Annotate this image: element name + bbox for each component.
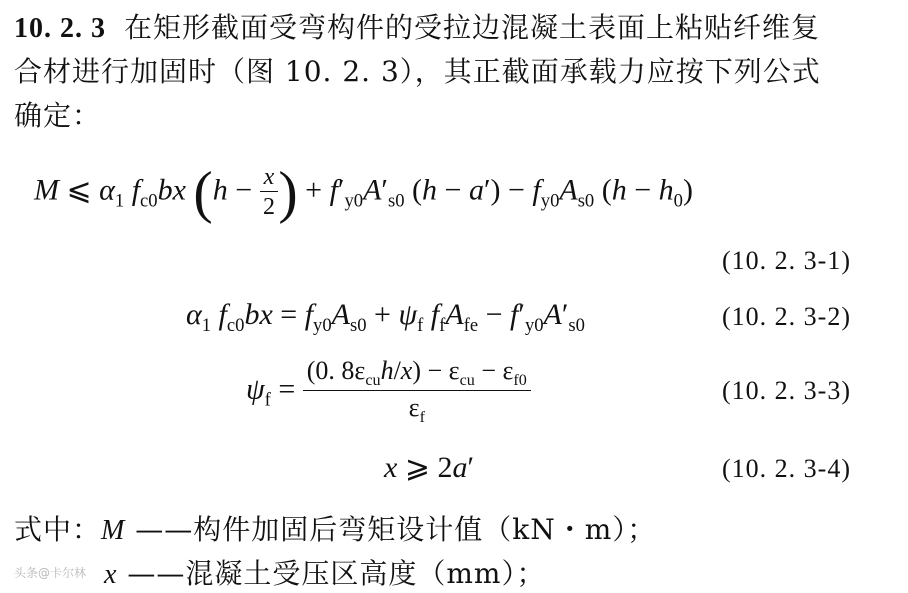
equation-2: $\alpha_1$ $f_{c0}bx = f_{y0}A_{s0} + \psi_f$ $f_fA_{fe} - f'_{y0}A'_{s0}$ [186,298,585,336]
equation-3: $\psi_f$ = $\frac{(0. 8\varepsilon_{cu}h/x) - \varepsilon_{cu} - \varepsilon_{f0}}{\varepsilon_f}$ [246,356,531,427]
equation-1: M ⩽ $\alpha_1$ $f_{c0}bx$ (h − $\frac{x}{2}$ ) + $f'_{y0}A'_{s0}$ $(h - a') - f_{y0}A_{s0}$ $(h - h_0)$ [34,159,693,225]
definition-M: 式中：M ——构件加固后弯矩设计值（kN・m）； [14,513,657,546]
watermark: 头条@卡尔林 [14,566,87,580]
clause-number: 10. 2. 3 [14,13,106,44]
clause-line-2: 合材进行加固时（图 10. 2. 3），其正截面承载力应按下列公式 [14,55,821,88]
definitions-prefix: 式中： [14,513,102,546]
equation-2-label: (10. 2. 3-2) [722,302,851,331]
definition-M-text: ——构件加固后弯矩设计值（kN・m）； [135,513,657,546]
definition-x-text: ——混凝土受压区高度（mm）； [127,557,546,590]
equation-1-label: (10. 2. 3-1) [722,246,851,275]
clause-text-1: 在矩形截面受弯构件的受拉边混凝土表面上粘贴纤维复 [124,11,821,44]
clause-line-3: 确定： [14,99,102,132]
definition-x: x ——混凝土受压区高度（mm）； [104,557,546,590]
equation-3-label: (10. 2. 3-3) [722,376,851,405]
clause-line-1 [14,6,820,46]
equation-4: x ⩾ 2a′ [384,451,475,484]
equation-4-label: (10. 2. 3-4) [722,454,851,483]
